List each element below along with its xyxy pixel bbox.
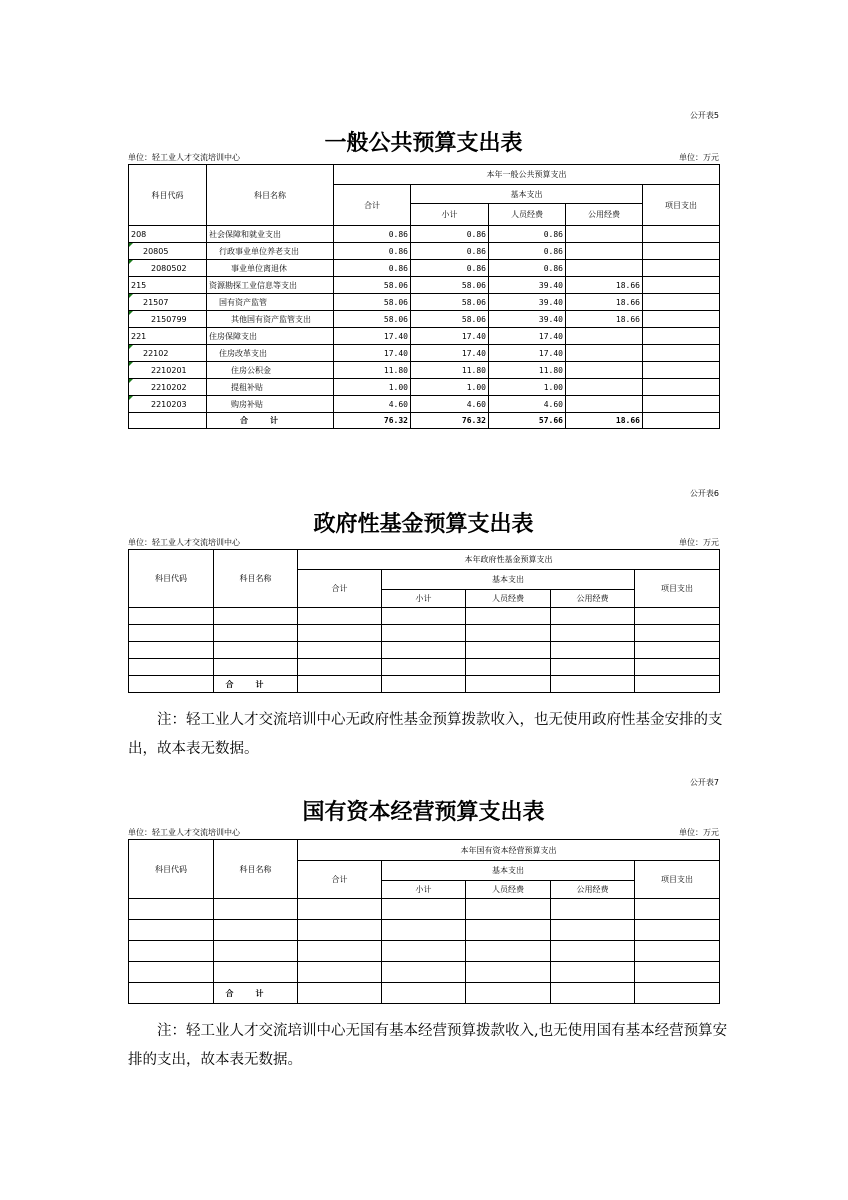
note-state-capital: 注：轻工业人才交流培训中心无国有基本经营预算拨款收入,也无使用国有基本经营预算安排的支出，故本表无数据。 [128,1023,728,1068]
sum-subtotal: 76.32 [411,413,489,429]
header-top: 本年政府性基金预算支出 [298,550,720,570]
gov-fund-table [128,549,720,693]
row-total: 58.06 [334,277,411,294]
row-code: 2150799 [129,311,207,328]
sum-label: 合计 [214,983,298,1004]
header-basic: 基本支出 [411,185,643,204]
row-subtotal: 17.40 [411,328,489,345]
sum-row [129,983,720,1004]
row-project [643,260,720,277]
row-total: 17.40 [334,345,411,362]
row-code: 215 [129,277,207,294]
table-row [129,659,720,676]
row-name: 住房公积金 [207,362,334,379]
row-name: 住房保障支出 [207,328,334,345]
row-code: 22102 [129,345,207,362]
header-staff: 人员经费 [489,204,566,226]
table-row [129,226,720,243]
header-code: 科目代码 [129,840,214,899]
section-state-capital-budget [128,775,719,1015]
row-staff: 39.40 [489,294,566,311]
row-subtotal: 0.86 [411,243,489,260]
row-total: 0.86 [334,243,411,260]
header-public: 公用经费 [566,204,643,226]
row-project [643,311,720,328]
row-public [566,226,643,243]
row-public [566,260,643,277]
row-subtotal: 11.80 [411,362,489,379]
unit-currency: 单位：万元 [679,153,719,162]
public-table-number: 公开表5 [689,111,719,120]
row-project [643,277,720,294]
row-project [643,379,720,396]
table-title: 国有资本经营预算支出表 [302,799,545,825]
table-row [129,328,720,345]
row-total: 0.86 [334,260,411,277]
sum-row [129,676,720,693]
row-code: 2210201 [129,362,207,379]
row-public: 18.66 [566,311,643,328]
row-public [566,345,643,362]
table-row [129,920,720,941]
row-project [643,345,720,362]
row-name: 国有资产监管 [207,294,334,311]
header-code: 科目代码 [129,550,214,608]
row-code: 221 [129,328,207,345]
table-body [129,899,720,1004]
row-public [566,328,643,345]
header-name: 科目名称 [214,840,298,899]
row-code: 2210203 [129,396,207,413]
unit-org: 单位：轻工业人才交流培训中心 [128,538,240,547]
sum-staff: 57.66 [489,413,566,429]
header-name: 科目名称 [207,165,334,226]
row-project [643,328,720,345]
row-staff: 39.40 [489,311,566,328]
row-staff: 0.86 [489,260,566,277]
sum-total: 76.32 [334,413,411,429]
table-row [129,625,720,642]
sum-public: 18.66 [566,413,643,429]
row-project [643,243,720,260]
state-capital-table [128,839,720,1004]
row-name: 社会保障和就业支出 [207,226,334,243]
row-staff: 17.40 [489,328,566,345]
row-public [566,243,643,260]
row-subtotal: 4.60 [411,396,489,413]
row-total: 11.80 [334,362,411,379]
header-subtotal: 小计 [382,590,466,608]
row-staff: 11.80 [489,362,566,379]
row-staff: 17.40 [489,345,566,362]
row-staff: 4.60 [489,396,566,413]
row-name: 行政事业单位养老支出 [207,243,334,260]
table-row [129,260,720,277]
row-code: 208 [129,226,207,243]
section-gov-fund-budget [128,485,719,705]
row-name: 事业单位离退休 [207,260,334,277]
table-row [129,396,720,413]
unit-org: 单位：轻工业人才交流培训中心 [128,153,240,162]
header-total: 合计 [334,185,411,226]
header-basic: 基本支出 [382,861,635,881]
row-public: 18.66 [566,277,643,294]
row-project [643,362,720,379]
row-total: 1.00 [334,379,411,396]
row-total: 17.40 [334,328,411,345]
row-project [643,226,720,243]
table-row [129,608,720,625]
table-body [129,608,720,693]
header-name: 科目名称 [214,550,298,608]
row-subtotal: 0.86 [411,226,489,243]
table-body [129,226,720,413]
row-code: 21507 [129,294,207,311]
general-budget-table [128,164,720,429]
row-code: 2080502 [129,260,207,277]
header-basic: 基本支出 [382,570,635,590]
table-row [129,941,720,962]
unit-currency: 单位：万元 [679,828,719,837]
table-title: 一般公共预算支出表 [324,130,523,156]
row-code: 2210202 [129,379,207,396]
table-row [129,294,720,311]
table-row [129,311,720,328]
row-total: 58.06 [334,311,411,328]
row-subtotal: 0.86 [411,260,489,277]
header-subtotal: 小计 [411,204,489,226]
table-row [129,962,720,983]
header-project: 项目支出 [635,570,720,608]
row-subtotal: 58.06 [411,277,489,294]
header-project: 项目支出 [643,185,720,226]
unit-org: 单位：轻工业人才交流培训中心 [128,828,240,837]
header-top: 本年国有资本经营预算支出 [298,840,720,861]
sum-label: 合计 [207,413,334,429]
table-row [129,362,720,379]
row-staff: 0.86 [489,243,566,260]
row-subtotal: 58.06 [411,311,489,328]
table-row [129,379,720,396]
header-staff: 人员经费 [466,590,551,608]
row-name: 资源勘探工业信息等支出 [207,277,334,294]
note-gov-fund: 注：轻工业人才交流培训中心无政府性基金预算拨款收入，也无使用政府性基金安排的支出，故本表无数据。 [128,712,723,757]
table-title: 政府性基金预算支出表 [313,511,534,537]
sum-label: 合计 [214,676,298,693]
row-name: 购房补贴 [207,396,334,413]
public-table-number: 公开表6 [689,489,719,498]
table-row [129,243,720,260]
header-public: 公用经费 [551,881,635,899]
row-total: 58.06 [334,294,411,311]
row-total: 4.60 [334,396,411,413]
row-staff: 39.40 [489,277,566,294]
row-subtotal: 58.06 [411,294,489,311]
section-general-budget [128,108,719,433]
row-subtotal: 1.00 [411,379,489,396]
row-total: 0.86 [334,226,411,243]
row-public [566,396,643,413]
table-row [129,277,720,294]
row-project [643,294,720,311]
row-public [566,379,643,396]
row-staff: 1.00 [489,379,566,396]
header-staff: 人员经费 [466,881,551,899]
table-row [129,345,720,362]
row-subtotal: 17.40 [411,345,489,362]
table-row [129,642,720,659]
row-code: 20805 [129,243,207,260]
sum-empty [129,413,207,429]
unit-currency: 单位：万元 [679,538,719,547]
header-total: 合计 [298,861,382,899]
header-project: 项目支出 [635,861,720,899]
header-code: 科目代码 [129,165,207,226]
header-total: 合计 [298,570,382,608]
row-name: 提租补贴 [207,379,334,396]
sum-project [643,413,720,429]
row-name: 其他国有资产监管支出 [207,311,334,328]
row-name: 住房改革支出 [207,345,334,362]
row-public: 18.66 [566,294,643,311]
row-project [643,396,720,413]
table-row [129,899,720,920]
row-staff: 0.86 [489,226,566,243]
header-public: 公用经费 [551,590,635,608]
header-top: 本年一般公共预算支出 [334,165,720,185]
row-public [566,362,643,379]
header-subtotal: 小计 [382,881,466,899]
public-table-number: 公开表7 [689,778,719,787]
